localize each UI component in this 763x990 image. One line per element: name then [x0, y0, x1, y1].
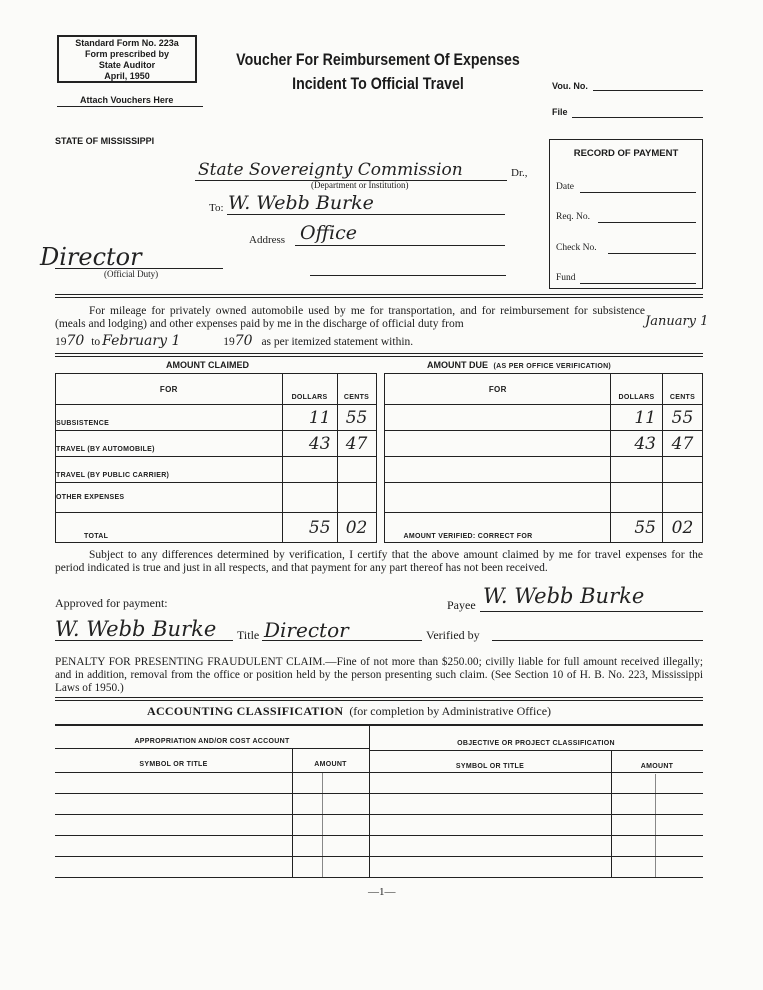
claimed-cents-header: CENTS [337, 374, 376, 405]
right-cents-divider [655, 774, 656, 878]
file-field[interactable] [572, 117, 703, 118]
title-label: Title [237, 628, 260, 642]
separator-1 [55, 294, 703, 298]
form-authority: State Auditor [98, 60, 156, 70]
row-label: OTHER EXPENSES [56, 483, 283, 513]
attach-vouchers-label: Attach Vouchers Here [80, 95, 174, 105]
due-dollars[interactable] [611, 457, 663, 483]
left-amount-divider [292, 748, 293, 878]
payment-date-label: Date [556, 182, 574, 192]
row-label: TRAVEL (BY AUTOMOBILE) [56, 431, 283, 457]
table-divider [376, 374, 385, 405]
claimed-dollars[interactable] [282, 457, 337, 483]
left-symbol-header: SYMBOL OR TITLE [139, 761, 208, 768]
attach-vouchers-underline [57, 106, 203, 107]
record-of-payment-box [549, 139, 703, 289]
due-dollars-header: DOLLARS [611, 374, 663, 405]
statement-text: For mileage for privately owned automobile used by me for transportation, and for reimbursement for subsistence (meals and lodging) and other expenses paid by me in the discharge of official duty from [55, 305, 645, 330]
check-no-field[interactable] [608, 253, 696, 254]
accounting-note: (for completion by Administrative Office) [349, 704, 552, 718]
payee-label: Payee [447, 598, 476, 612]
approver-signature: W. Webb Burke [55, 617, 217, 641]
page-number: —1— [368, 886, 396, 898]
claim-row-subsistence [56, 405, 703, 431]
row-label: SUBSISTENCE [56, 405, 283, 431]
table-divider [376, 483, 385, 513]
amount-due-note: (AS PER OFFICE VERIFICATION) [493, 363, 612, 370]
row-label: TRAVEL (BY PUBLIC CARRIER) [56, 457, 283, 483]
form-title-line2: Incident To Official Travel [292, 75, 464, 93]
due-dollars[interactable] [611, 483, 663, 513]
approved-label: Approved for payment: [55, 596, 168, 610]
due-for-cell[interactable] [385, 457, 611, 483]
form-prescribed: Form prescribed by [84, 49, 170, 59]
record-of-payment-title: RECORD OF PAYMENT [573, 148, 679, 159]
claimed-dollars[interactable]: 43 [282, 431, 337, 457]
certification-text: Subject to any differences determined by verification, I certify that the above amount claimed by me for travel expenses for the period indicated is true and just in all respects, and that payment for any part thereof has not been received. [55, 549, 703, 574]
claim-table-header-row [56, 374, 703, 405]
grid-header-line [55, 772, 703, 773]
appropriation-header: APPROPRIATION AND/OR COST ACCOUNT [134, 738, 290, 745]
to-value: W. Webb Burke [228, 192, 374, 214]
amount-due-title: AMOUNT DUE [427, 360, 488, 370]
right-subheader-line [369, 750, 703, 751]
official-duty-value: Director [40, 243, 142, 271]
verified-dollars[interactable]: 55 [611, 513, 663, 543]
year-prefix-1: 19 [55, 336, 67, 348]
table-divider [376, 513, 385, 543]
amount-claimed-header: AMOUNT CLAIMED [166, 360, 249, 370]
check-no-label: Check No. [556, 243, 597, 253]
grid-row-line[interactable] [55, 877, 703, 878]
due-dollars[interactable]: 43 [611, 431, 663, 457]
to-field[interactable] [227, 214, 505, 215]
statement-line2 [55, 333, 413, 349]
due-cents[interactable] [663, 483, 703, 513]
accounting-title: ACCOUNTING CLASSIFICATION [147, 704, 344, 718]
due-for-header: FOR [385, 374, 611, 405]
req-no-label: Req. No. [556, 212, 591, 222]
form-number-box [57, 35, 197, 83]
claim-row-other [56, 483, 703, 513]
verified-cents[interactable]: 02 [663, 513, 703, 543]
accounting-heading [147, 704, 551, 719]
year-prefix-2: 19 [223, 336, 235, 348]
claimed-cents[interactable]: 55 [337, 405, 376, 431]
payee-signature-field[interactable] [480, 611, 703, 612]
statement-paragraph [55, 305, 645, 331]
claimed-dollars[interactable]: 11 [282, 405, 337, 431]
penalty-text: PENALTY FOR PRESENTING FRAUDULENT CLAIM.—Fine of not more than $250.00; civilly liable for full amount received illegally; and in addition, removal from the office or position held by the person presenting such claim. (See Section 10 of H. B. No. 223, Mississippi Laws of 1950.) [55, 656, 703, 694]
due-cents[interactable] [663, 457, 703, 483]
table-divider [376, 405, 385, 431]
state-label: STATE OF MISSISSIPPI [55, 136, 155, 146]
due-cents-header: CENTS [663, 374, 703, 405]
payment-date-field[interactable] [580, 192, 696, 193]
due-cents[interactable]: 55 [663, 405, 703, 431]
approver-signature-field[interactable] [55, 640, 233, 641]
fund-label: Fund [556, 273, 576, 283]
year-2-value: 70 [234, 333, 253, 349]
table-divider [376, 457, 385, 483]
payee-signature: W. Webb Burke [483, 584, 645, 608]
verified-label: AMOUNT VERIFIED: CORRECT FOR [385, 513, 611, 543]
grid-row-line[interactable] [55, 856, 703, 857]
department-value: State Sovereignty Commission [198, 160, 463, 180]
claimed-dollars[interactable] [282, 483, 337, 513]
verified-by-label: Verified by [426, 628, 480, 642]
fund-field[interactable] [580, 283, 696, 284]
to-date-value: February 1 [102, 333, 181, 349]
accounting-grid [55, 724, 703, 878]
objective-header: OBJECTIVE OR PROJECT CLASSIFICATION [457, 740, 615, 747]
due-cents[interactable]: 47 [663, 431, 703, 457]
left-subheader-line [55, 748, 369, 749]
grid-row-line[interactable] [55, 793, 703, 794]
due-for-cell[interactable] [385, 405, 611, 431]
due-for-cell[interactable] [385, 431, 611, 457]
form-date: April, 1950 [104, 71, 150, 81]
extra-line [310, 275, 506, 276]
claimed-cents[interactable]: 47 [337, 431, 376, 457]
statement-end-text: as per itemized statement within. [261, 336, 414, 348]
address-field[interactable] [295, 245, 505, 246]
separator-3 [55, 697, 703, 701]
table-divider [376, 431, 385, 457]
claimed-cents[interactable] [337, 483, 376, 513]
req-no-field[interactable] [598, 222, 696, 223]
file-label: File [552, 107, 568, 117]
title-field[interactable] [262, 640, 422, 641]
department-caption: (Department or Institution) [311, 180, 409, 190]
due-for-cell[interactable] [385, 483, 611, 513]
right-symbol-header: SYMBOL OR TITLE [455, 763, 525, 770]
claim-row-travel-public [56, 457, 703, 483]
to-date-label: to [91, 336, 101, 348]
claim-row-total [56, 513, 703, 543]
grid-row-line[interactable] [55, 835, 703, 836]
to-label: To: [209, 202, 224, 214]
from-date-value: January 1 [645, 314, 709, 329]
claimed-dollars-header: DOLLARS [282, 374, 337, 405]
grid-row-line[interactable] [55, 814, 703, 815]
claimed-for-header: FOR [56, 374, 283, 405]
department-suffix: Dr., [511, 167, 528, 179]
title-value: Director [264, 618, 349, 642]
official-duty-caption: (Official Duty) [104, 269, 159, 279]
voucher-number-field[interactable] [593, 90, 703, 91]
claimed-cents[interactable] [337, 457, 376, 483]
amount-due-header [427, 360, 611, 370]
form-number: Standard Form No. 223a [75, 38, 179, 48]
total-dollars[interactable]: 55 [282, 513, 337, 543]
voucher-number-label: Vou. No. [552, 81, 588, 91]
right-amount-header: AMOUNT [640, 763, 674, 770]
form-title [232, 48, 524, 96]
verified-by-field[interactable] [492, 640, 703, 641]
total-cents[interactable]: 02 [337, 513, 376, 543]
address-value: Office [300, 222, 357, 244]
left-amount-header: AMOUNT [314, 761, 347, 768]
form-title-line1: Voucher For Reimbursement Of Expenses [236, 51, 520, 69]
year-1-value: 70 [66, 333, 85, 349]
address-label: Address [249, 234, 286, 246]
due-dollars[interactable]: 11 [611, 405, 663, 431]
claim-row-travel-auto [56, 431, 703, 457]
total-label: TOTAL [56, 513, 283, 543]
separator-2 [55, 353, 703, 357]
claim-table [55, 373, 703, 543]
left-cents-divider [322, 772, 323, 878]
